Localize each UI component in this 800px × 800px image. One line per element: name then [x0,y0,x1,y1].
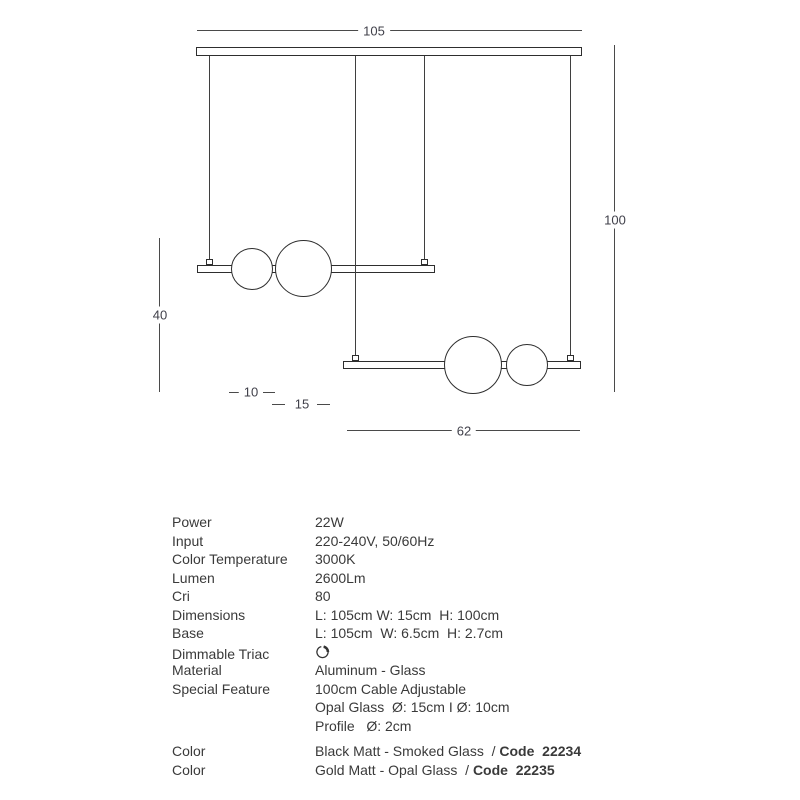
color-code: Code 22234 [499,743,582,759]
glass-globe-large-lower [444,336,502,394]
cable-connector-3 [352,355,359,361]
glass-globe-large-upper [275,240,332,297]
spec-label: Lumen [172,569,215,586]
suspension-cable-4 [570,56,571,355]
cable-connector-2 [421,259,428,265]
spec-value: 22W [315,514,344,530]
spec-label: Cri [172,588,190,604]
spec-label: Color [172,743,206,759]
spec-label: Base [172,625,204,641]
spec-value: 220-240V, 50/60Hz [315,532,435,549]
spec-row-dimmable-triac [172,643,642,662]
dim-label-large-globe: 15 [290,396,314,413]
spec-label: Material [172,662,222,678]
spec-row-dimensions [172,606,642,625]
spec-row-special-feature-2 [172,698,642,717]
spec-label: Color [172,761,206,778]
spec-value: 80 [315,588,331,604]
dimmable-triac-icon [315,643,330,662]
spec-label: Dimensions [172,606,246,623]
spec-value: 2600Lm [315,569,366,586]
spec-row-input [172,532,642,551]
dim-label-left-height: 40 [148,307,172,324]
spec-value: L: 105cm W: 6.5cm H: 2.7cm [315,625,504,641]
color-value: Gold Matt - Opal Glass / [315,761,473,778]
suspension-cable-3 [424,56,425,259]
dim-label-top-width: 105 [358,23,390,40]
glass-globe-small-lower [506,344,548,386]
spec-row-lumen [172,569,642,588]
glass-globe-small-upper [231,248,273,290]
spec-row-cri [172,587,642,606]
cable-connector-4 [567,355,574,361]
dim-label-small-globe: 10 [239,384,263,401]
dim-dash-large-globe-left [272,404,285,405]
spec-row-special-feature-3 [172,717,642,736]
cable-connector-1 [206,259,213,265]
spec-value: 100cm Cable Adjustable [315,680,466,697]
spec-row-base [172,624,642,643]
dim-dash-small-globe-right [263,392,275,393]
dim-label-bar-length: 62 [452,423,476,440]
spec-row-color-temperature [172,550,642,569]
spec-label: Power [172,514,212,530]
suspension-cable-1 [209,56,210,259]
table-gap [172,735,642,742]
color-code: Code 22235 [472,761,555,778]
dim-dash-large-globe-right [317,404,330,405]
color-row-gold-matt [172,761,642,780]
spec-value: Profile Ø: 2cm [315,717,412,734]
color-row-black-matt [172,742,642,761]
suspension-cable-2 [355,56,356,355]
spec-value: Aluminum - Glass [315,662,426,678]
spec-value: Opal Glass Ø: 15cm I Ø: 10cm [315,699,510,715]
dim-label-right-height: 100 [599,212,631,229]
ceiling-bar [196,47,582,56]
spec-label: Special Feature [172,680,271,697]
spec-row-power [172,513,642,532]
spec-table [172,513,642,779]
spec-label: Color Temperature [172,551,288,567]
spec-value: L: 105cm W: 15cm H: 100cm [315,606,500,623]
spec-row-material [172,661,642,680]
spec-row-special-feature [172,680,642,699]
spec-label: Input [172,532,204,549]
spec-label: Dimmable Triac [172,646,270,663]
spec-value: 3000K [315,551,356,567]
color-value: Black Matt - Smoked Glass / [315,743,500,759]
